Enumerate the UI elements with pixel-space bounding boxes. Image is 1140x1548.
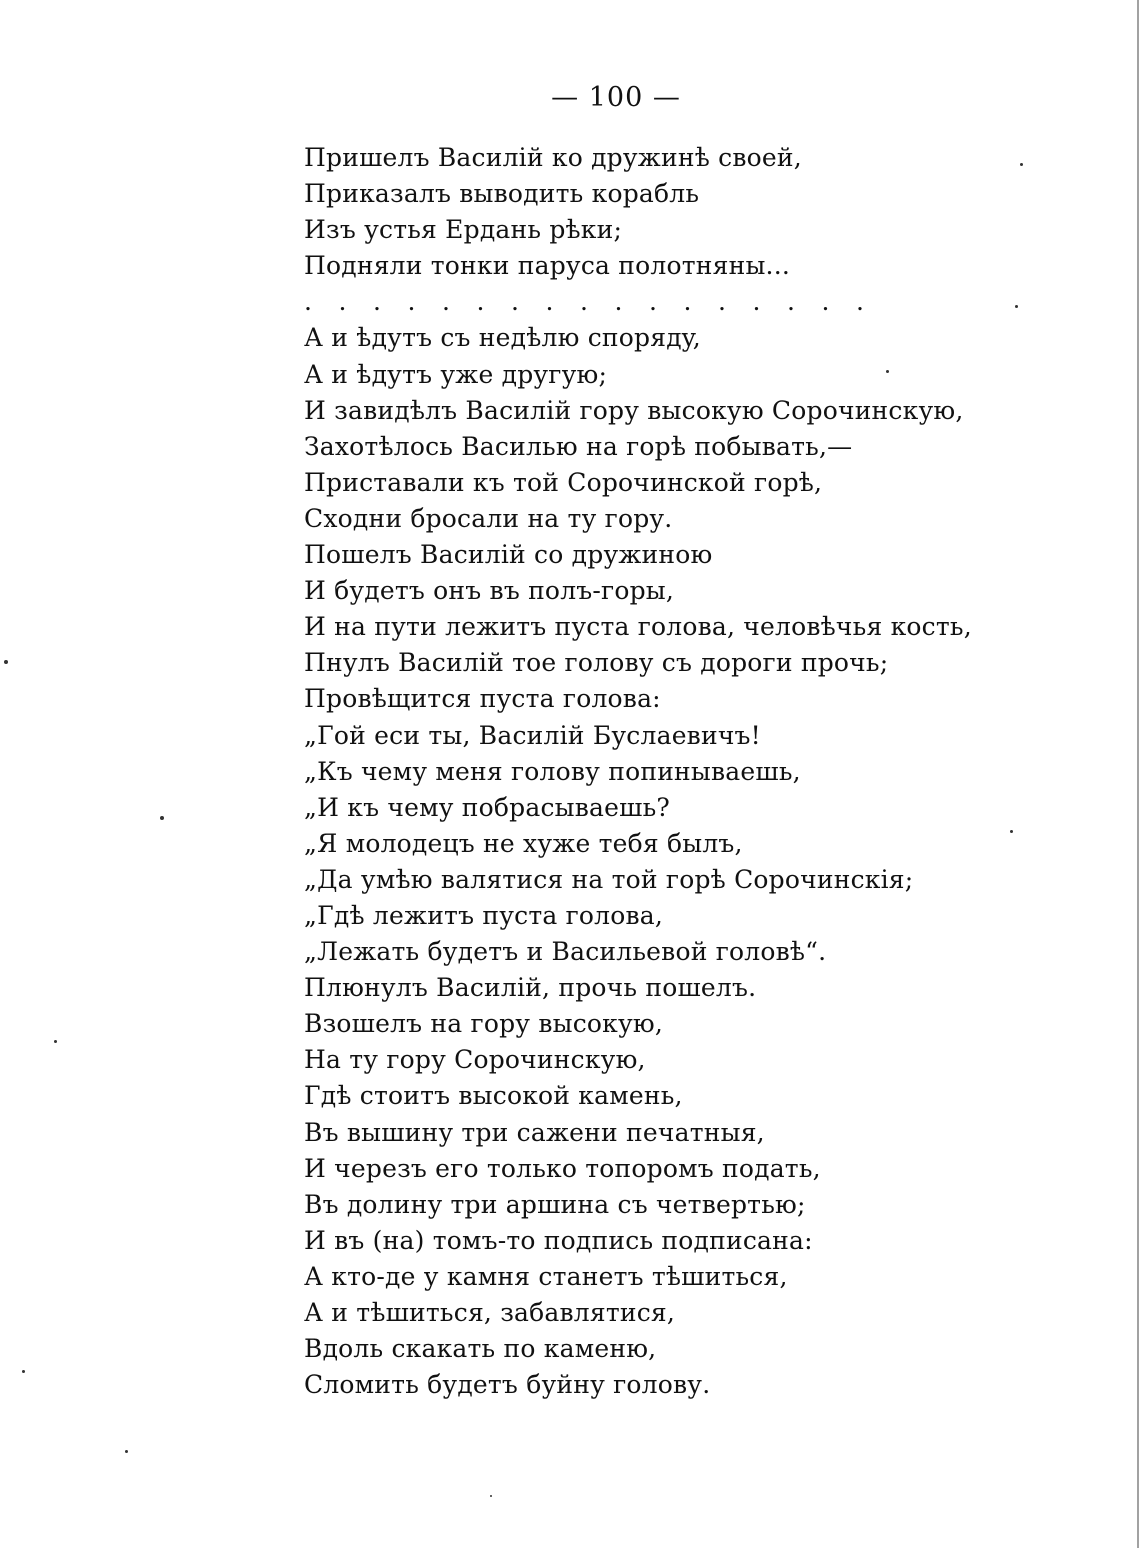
ellipsis-dot: . [614, 287, 623, 317]
poem-line: А и ѣдутъ уже другую; [304, 359, 608, 389]
poem-line: И черезъ его только топоромъ подать, [304, 1153, 821, 1183]
scan-speck [54, 1040, 57, 1043]
ellipsis-dot: . [821, 287, 830, 317]
scan-speck [4, 660, 8, 664]
poem-line: Въ долину три аршина съ четвертью; [304, 1189, 806, 1219]
poem-line: Въ вышину три сажени печатныя, [304, 1117, 765, 1147]
ellipsis-dot: . [580, 287, 588, 317]
poem-line: Сходни бросали на ту гору. [304, 503, 673, 533]
poem-line: И въ (на) томъ-то подпись подписана: [304, 1225, 813, 1255]
poem-line: И на пути лежитъ пуста голова, человѣчья кость, [304, 612, 972, 642]
ellipsis-row [304, 284, 1104, 320]
ellipsis-dot: . [476, 287, 485, 317]
ellipsis-dot: . [304, 287, 312, 317]
ellipsis-dot: . [373, 287, 381, 317]
ellipsis-dot: . [856, 287, 864, 317]
ellipsis-dot: . [787, 287, 795, 317]
scan-speck [1015, 305, 1018, 308]
poem-line: Провѣщится пуста голова: [304, 684, 661, 714]
poem-line: Захотѣлось Василью на горѣ побывать,— [304, 431, 853, 461]
poem-line: Гдѣ стоитъ высокой камень, [304, 1081, 683, 1111]
scan-speck [160, 816, 164, 820]
poem-line: Подняли тонки паруса полотняны... [304, 251, 790, 281]
ellipsis-dot: . [718, 287, 726, 317]
poem-line: „Къ чему меня голову попинываешь, [304, 756, 801, 786]
poem-line: Приставали къ той Сорочинской горѣ, [304, 467, 823, 497]
poem-line: И будетъ онъ въ полъ-горы, [304, 576, 675, 606]
poem-line: „Гдѣ лежитъ пуста голова, [304, 900, 664, 930]
scan-speck [886, 370, 889, 373]
poem-line: А кто-де у камня станетъ тѣшиться, [304, 1261, 788, 1291]
poem-line: Сломить будетъ буйну голову. [304, 1370, 711, 1400]
ellipsis-dot: . [407, 287, 416, 317]
poem-line: Пнулъ Василій тое голову съ дороги прочь; [304, 648, 889, 678]
poem-line: „Я молодецъ не хуже тебя былъ, [304, 828, 743, 858]
ellipsis-dot: . [545, 287, 554, 317]
scan-speck [1020, 163, 1023, 166]
poem-line: Взошелъ на гору высокую, [304, 1009, 664, 1039]
ellipsis-dot: . [752, 287, 761, 317]
poem-line: Приказалъ выводить корабль [304, 179, 700, 209]
scan-edge-line [1137, 0, 1139, 1548]
poem-line: Плюнулъ Василій, прочь пошелъ. [304, 973, 757, 1003]
ellipsis-dot: . [338, 287, 347, 317]
ellipsis-dot: . [511, 287, 519, 317]
poem-line: Вдоль скакать по каменю, [304, 1334, 657, 1364]
poem-line: На ту гору Сорочинскую, [304, 1045, 646, 1075]
page-number: — 100 — [551, 82, 681, 113]
ellipsis-dot: . [649, 287, 657, 317]
poem-text [304, 140, 1104, 1403]
ellipsis-dot: . [442, 287, 450, 317]
poem-line: „Гой еси ты, Василій Буслаевичъ! [304, 720, 761, 750]
ellipsis-dot: . [683, 287, 692, 317]
scan-speck [125, 1450, 128, 1453]
poem-line: А и тѣшиться, забавлятися, [304, 1298, 676, 1327]
poem-line: А и ѣдутъ съ недѣлю спорядy, [304, 323, 701, 353]
poem-line: Пришелъ Василій ко дружинѣ своей, [304, 143, 802, 172]
poem-line: Изъ устья Ердань рѣки; [304, 215, 623, 245]
scan-speck [490, 1495, 492, 1497]
scan-speck [22, 1370, 25, 1373]
poem-line: Пошелъ Василій со дружиною [304, 540, 713, 570]
poem-line: „Да умѣю валятися на той горѣ Сорочинскія; [304, 864, 914, 894]
poem-line: „Лежать будетъ и Васильевой головѣ“. [304, 937, 827, 967]
scan-speck [1010, 830, 1013, 833]
poem-line: „И къ чему побрасываешь? [304, 792, 671, 822]
poem-line: И завидѣлъ Василій гору высокую Сорочинскую, [304, 395, 964, 425]
